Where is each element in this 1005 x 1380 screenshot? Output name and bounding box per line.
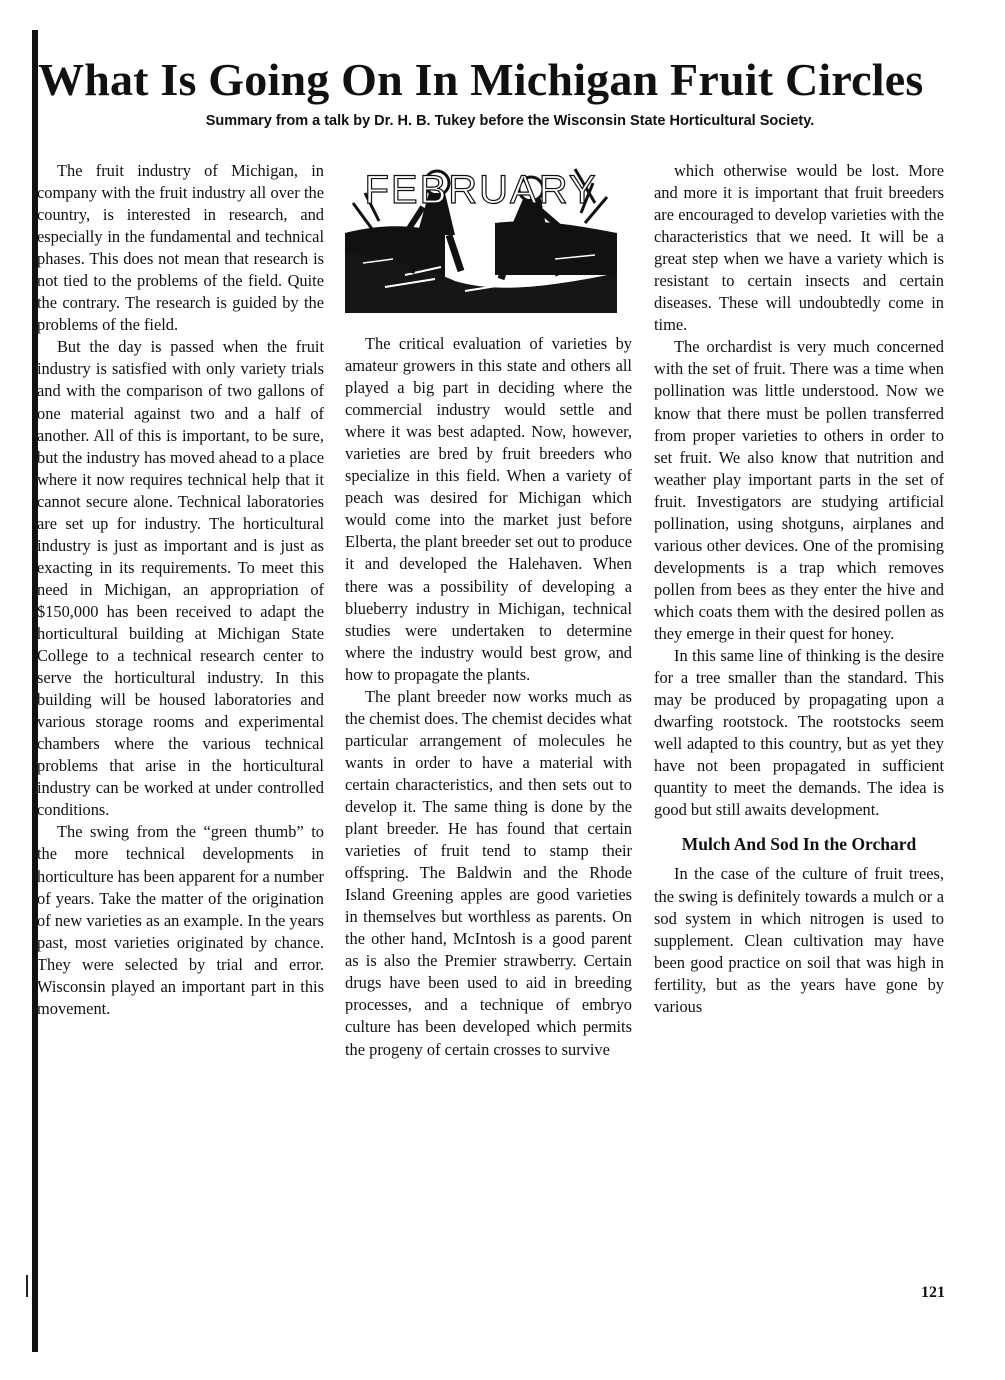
paragraph: The plant breeder now works much as the chemist does. The chemist decides what particular arrangement of molecules he wants in order to have a material with certain characteristics, and then sets out to develop it. The same thing is done by the plant breeder. He has found that certain varieties of fruit tend to stamp their offspring. The Baldwin and the Rhode Island Greening apples are good varieties in themselves but worthless as parents. On the other hand, McIntosh is a good parent as is also the Premier strawberry. Certain drugs have been used to aid in breeding processes, and a technique of embryo culture has been developed which permits the progeny of certain crosses to survive	[345, 686, 632, 1059]
column-3	[654, 160, 944, 1018]
february-woodcut	[345, 163, 617, 313]
column-2	[345, 333, 632, 1061]
page-number: 121	[921, 1284, 945, 1301]
paragraph: The orchardist is very much concerned with the set of fruit. There was a time when pollination was little understood. Now we know that there must be pollen transferred from proper varieties to others in order to set fruit. We also know that nutrition and weather play important parts in the set of fruit. Investigators are studying artificial pollination, using shotguns, airplanes and various other devices. One of the promising developments is a trap which removes pollen from bees as they enter the hive and which coats them with the desired pollen as they emerge in their quest for honey.	[654, 337, 944, 643]
column-1	[37, 160, 324, 1020]
paragraph: which otherwise would be lost. More and more it is important that fruit breeders are encouraged to develop varieties with the characteristics that we need. It will be a great step when we have a variety which is resistant to certain insects and certain diseases. These will undoubtedly come in time.	[654, 161, 944, 335]
paragraph: The critical evaluation of varieties by amateur growers in this state and others all played a big part in deciding where the commercial industry would settle and where it was best adapted. Now, however, varieties are bred by fruit breeders who specialize in this field. When a variety of peach was desired for Michigan which would come into the market just before Elberta, the plant breeder set out to produce it and developed the Halehaven. When there was a possibility of developing a blueberry industry in Michigan, technical studies were undertaken to determine where the industry would best grow, and how to propagate the plants.	[345, 334, 632, 684]
article-subtitle: Summary from a talk by Dr. H. B. Tukey before the Wisconsin State Horticultural Society.	[205, 113, 815, 129]
paragraph: But the day is passed when the fruit industry is satisfied with only variety trials and with the comparison of two gallons of one material against two and a half of another. All of this is important, to be sure, but the industry has moved ahead to a place where it now requires technical help that it cannot secure alone. Technical laboratories are set up for industry. The horticultural industry is just as important and is just as exacting in its requirements. To meet this need in Michigan, an appropriation of $150,000 has been received to adapt the horticultural building at Michigan State College to a technical research center to serve the horticultural industry. In this building will be housed laboratories and various storage rooms and experimental chambers where the various technical problems that arise in the horticultural industry can be worked at under controlled conditions.	[37, 337, 324, 820]
paragraph: The fruit industry of Michigan, in company with the fruit industry all over the country, is interested in research, and especially in the fundamental and technical phases. This does not mean that research is not tied to the problems of the field. Quite the contrary. The research is guided by the problems of the field.	[37, 161, 324, 335]
section-heading: Mulch And Sod In the Orchard	[681, 834, 917, 855]
february-banner-text: FEBRUARY	[364, 168, 598, 212]
article-title: What Is Going On In Michigan Fruit Circles	[38, 54, 924, 105]
binding-mark	[26, 1275, 36, 1297]
paragraph: In the case of the culture of fruit trees, the swing is definitely towards a mulch or a sod system in which nitrogen is used to supplement. Clean cultivation may have been good practice on soil that was high in fertility, but as the years have gone by various	[654, 864, 944, 1016]
paragraph: In this same line of thinking is the desire for a tree smaller than the standard. This may be produced by propagating upon a dwarfing rootstock. The rootstocks seem well adapted to this country, but as yet they have not been propagated in sufficient quantity to meet the demands. The idea is good but still awaits development.	[654, 646, 944, 820]
february-illustration	[345, 163, 617, 313]
paragraph: The swing from the “green thumb” to the more technical developments in horticulture has been apparent for a number of years. Take the matter of the origination of new varieties as an example. In the years past, most varieties originated by chance. They were selected by trial and error. Wisconsin played an important part in this movement.	[37, 822, 324, 1018]
